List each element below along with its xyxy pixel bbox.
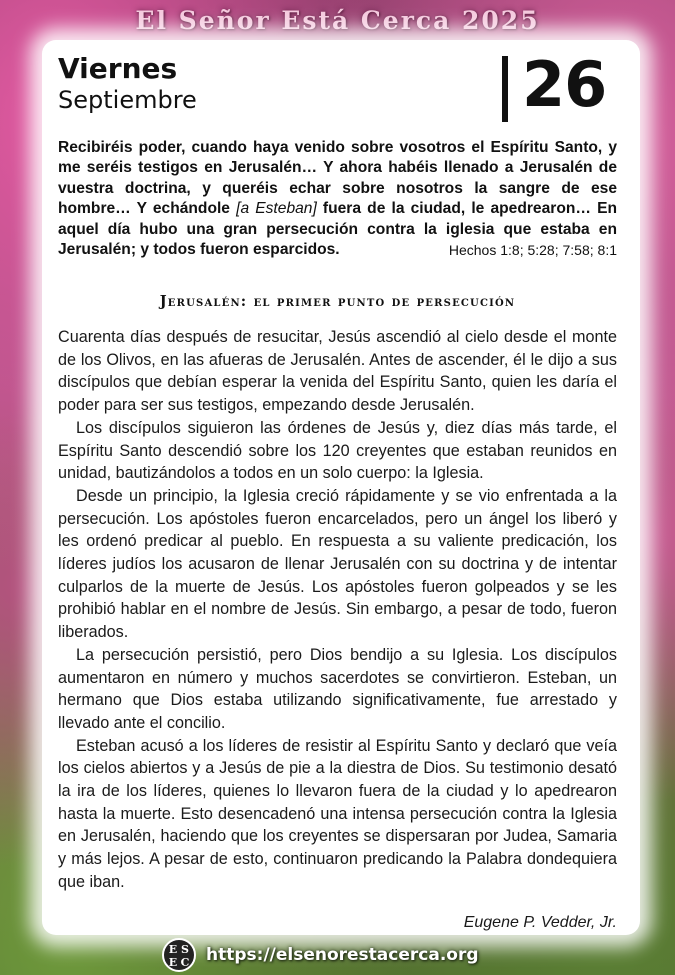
publication-title: El Señor Está Cerca 2025 [135, 6, 540, 35]
publisher-logo [162, 938, 196, 972]
author-name: Eugene P. Vedder, Jr. [463, 914, 617, 931]
website-link[interactable]: https://elsenorestacerca.org [206, 945, 479, 965]
verse-insert: [a Esteban] [236, 200, 317, 218]
article-body [58, 326, 617, 894]
paragraph-2: Los discípulos siguieron las órdenes de Jesús y, diez días más tarde, el Espíritu Santo descendió sobre los 120 creyentes que estaban reunidos en unidad, bautizándolos a todos en un solo cuerpo: la Iglesia. [58, 418, 617, 483]
logo-letter: E [168, 943, 178, 956]
section-heading: Jerusalén: el primer punto de persecución [159, 293, 516, 310]
verse-text [58, 138, 617, 260]
logo-letter: S [181, 943, 189, 956]
logo-letter: E [168, 956, 178, 969]
month-name: Septiembre [58, 86, 197, 114]
date-divider [502, 56, 508, 122]
paragraph-4: La persecución persistió, pero Dios bendijo a su Iglesia. Los discípulos aumentaron en número y muchos sacerdotes se convirtieron. Esteban, un hermano que Dios estaba utilizando significativamente, fue arrestado y llevado ante el concilio. [58, 645, 617, 732]
day-name: Viernes [58, 52, 178, 85]
paragraph-1: Cuarenta días después de resucitar, Jesús ascendió al cielo desde el monte de los Olivos, en las afueras de Jerusalén. Antes de ascender, él le dijo a sus discípulos que debían esperar la venida del Espíritu Santo, quien les daría el poder para ser sus testigos, empezando desde Jerusalén. [58, 328, 617, 415]
paragraph-3: Desde un principio, la Iglesia creció rápidamente y se vio enfrentada a la persecución. Los apóstoles fueron encarcelados, pero un ángel los liberó y les ordenó predicar al pueblo. En respuesta a su valiente predicación, los líderes judíos los acusaron de llenar Jerusalén con su doctrina y de intentar culparlos de la muerte de Jesús. Los apóstoles fueron golpeados y se les prohibió hablar en el nombre de Jesús. Sin embargo, a pesar de todo, fueron liberados. [58, 486, 617, 642]
paragraph-5: Esteban acusó a los líderes de resistir al Espíritu Santo y declaró que veía los cielos abiertos y a Jesús de pie a la diestra de Dios. Su testimonio desató la ira de los líderes, quienes lo llevaron fuera de la ciudad y lo apedrearon hasta la muerte. Esto desencadenó una intensa persecución contra la Iglesia en Jerusalén, haciendo que los creyentes se dispersaran por Judea, Samaria y más lejos. A pesar de esto, continuaron predicando la Palabra dondequiera que iban. [58, 736, 617, 891]
date-number: 26 [522, 48, 607, 121]
logo-letter: C [180, 956, 190, 969]
verse-part-1: Recibiréis poder, cuando haya venido sobre vosotros el Espíritu Santo, y me seréis testigos en Jerusalén… Y ahora habéis llenado a Jerusalén de vuestra doctrina, y queréis echar sobre nosotros la sangre de ese hombre… Y echándole [58, 139, 617, 218]
verse-part-2: fuera de la ciudad, le apedrearon… En aquel día hubo una gran persecución contra la iglesia que estaba en Jerusalén; y todos fueron esparcidos. [58, 200, 618, 259]
verse-reference: Hechos 1:8; 5:28; 7:58; 8:1 [448, 242, 617, 259]
